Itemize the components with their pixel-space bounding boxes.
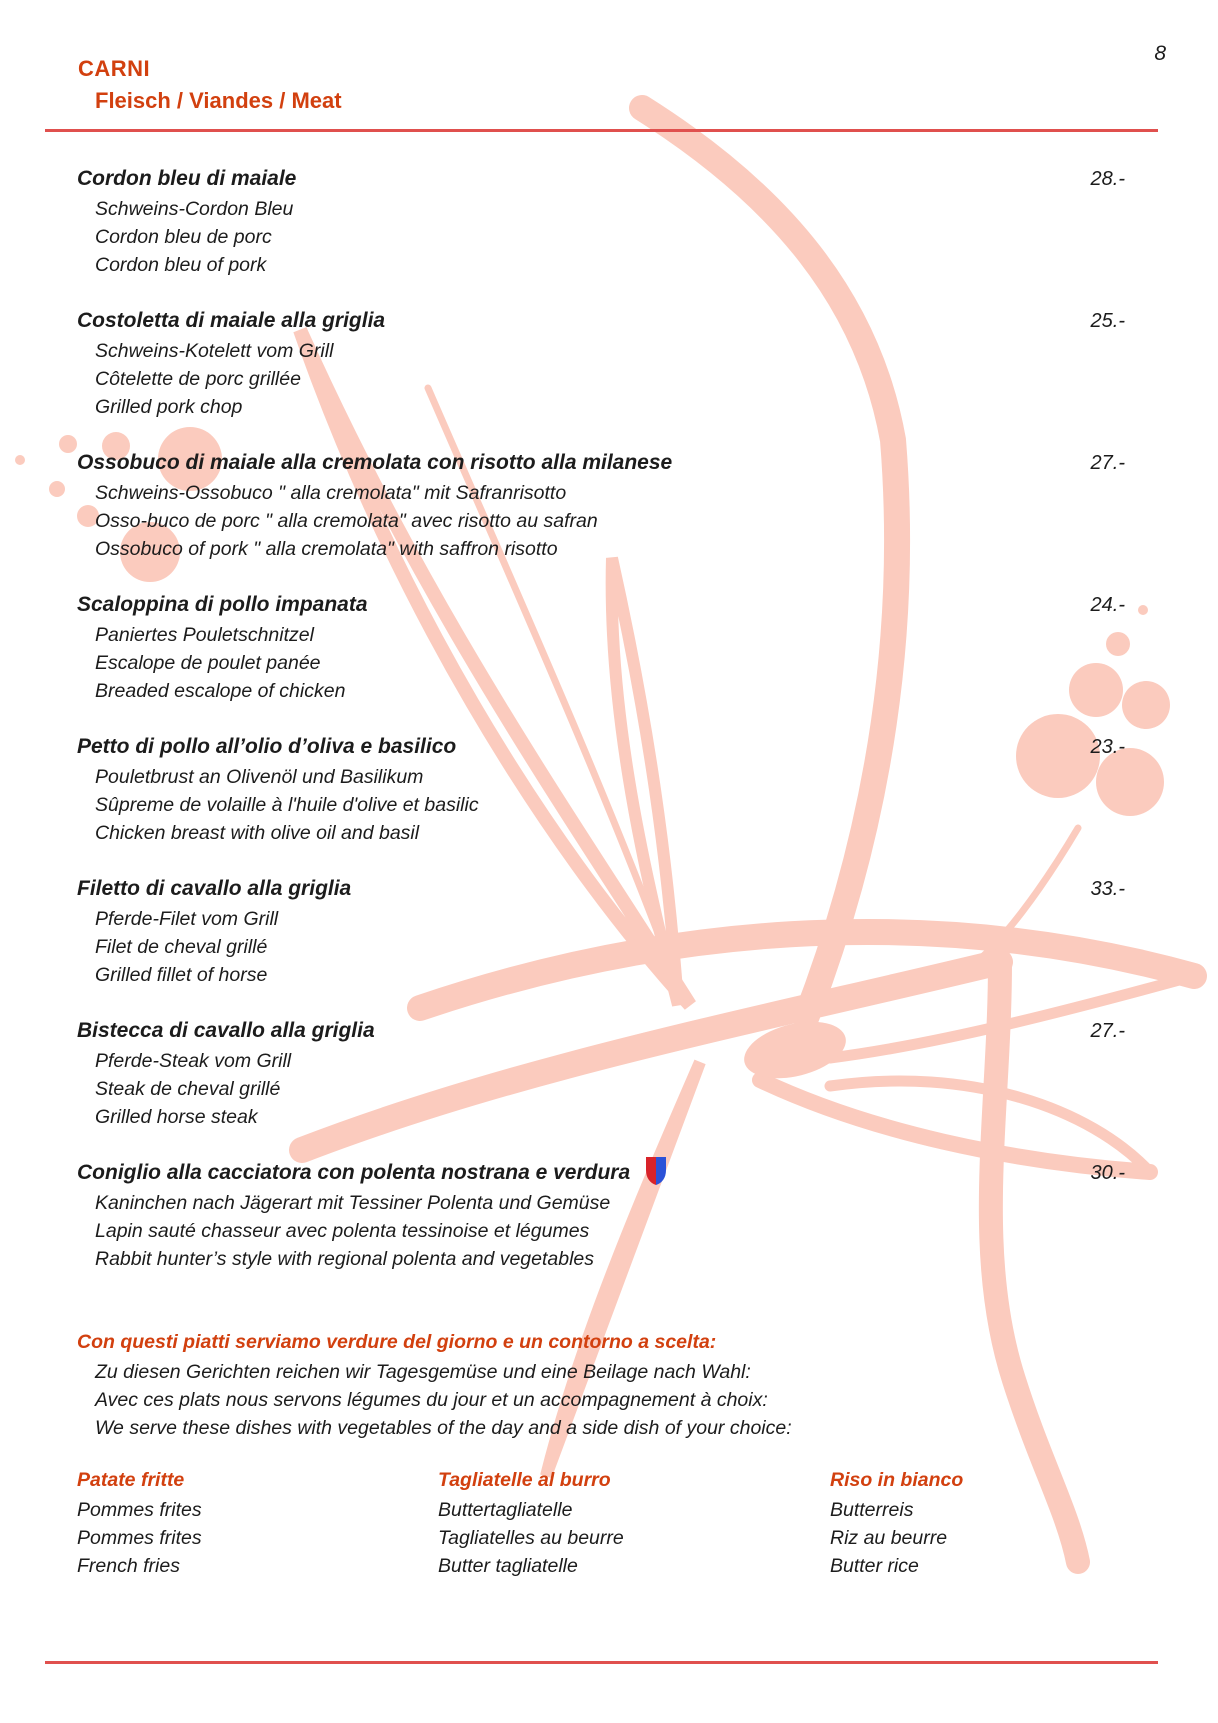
note-title: Con questi piatti serviamo verdure del giorno e un contorno a scelta:	[77, 1331, 717, 1353]
menu-item-title-row	[77, 1018, 1125, 1044]
menu-item-price: 25.-	[1090, 310, 1125, 332]
menu-item-title-row	[77, 1160, 1125, 1186]
menu-item-title: Coniglio alla cacciatora con polenta nostrana e verdura	[77, 1161, 631, 1184]
translation-line: Lapin sauté chasseur avec polenta tessinoise et légumes	[95, 1220, 590, 1242]
translation-line: Grilled horse steak	[95, 1106, 258, 1128]
menu-item-translations	[95, 1047, 1125, 1131]
translation-line: French fries	[77, 1555, 180, 1577]
menu-item-translations	[95, 479, 1125, 563]
menu-item-price: 27.-	[1090, 1020, 1125, 1042]
menu-item-translations	[95, 1189, 1125, 1273]
translation-line: Pferde-Filet vom Grill	[95, 908, 279, 930]
page-number: 8	[1154, 42, 1166, 65]
page-title: CARNI	[78, 56, 151, 81]
menu-item-translations	[95, 195, 1125, 279]
translation-line: Cordon bleu of pork	[95, 254, 267, 276]
menu-item-title-row	[77, 734, 1125, 760]
menu-item	[77, 592, 1125, 705]
menu-item	[77, 1160, 1125, 1273]
bottom-rule	[45, 1661, 1158, 1664]
translation-line: Cordon bleu de porc	[95, 226, 272, 248]
side-dish-title: Patate fritte	[77, 1469, 185, 1491]
menu-item-title: Ossobuco di maiale alla cremolata con risotto alla milanese	[77, 451, 673, 474]
translation-line: Steak de cheval grillé	[95, 1078, 281, 1100]
side-dish-column	[830, 1467, 1180, 1580]
menu-item	[77, 166, 1125, 279]
top-rule	[45, 129, 1158, 132]
translation-line: Chicken breast with olive oil and basil	[95, 822, 420, 844]
side-dish-column	[77, 1467, 427, 1580]
menu-item-title: Scaloppina di pollo impanata	[77, 593, 368, 616]
menu-item-price: 28.-	[1090, 168, 1125, 190]
menu-item-price: 24.-	[1090, 594, 1125, 616]
menu-item-price: 33.-	[1090, 878, 1125, 900]
translation-line: Grilled fillet of horse	[95, 964, 268, 986]
menu-item-title: Bistecca di cavallo alla griglia	[77, 1019, 375, 1042]
translation-line: Côtelette de porc grillée	[95, 368, 301, 390]
menu-item-title-row	[77, 592, 1125, 618]
translation-line: Zu diesen Gerichten reichen wir Tagesgemüse und eine Beilage nach Wahl:	[95, 1361, 751, 1383]
translation-line: We serve these dishes with vegetables of the day and a side dish of your choice:	[95, 1417, 792, 1439]
translation-line: Escalope de poulet panée	[95, 652, 321, 674]
menu-item-title: Filetto di cavallo alla griglia	[77, 877, 352, 900]
side-dish-note	[77, 1329, 792, 1442]
menu-item-translations	[95, 337, 1125, 421]
translation-line: Schweins-Kotelett vom Grill	[95, 340, 334, 362]
translation-line: Pferde-Steak vom Grill	[95, 1050, 292, 1072]
translation-line: Schweins-Cordon Bleu	[95, 198, 294, 220]
menu-item-title-row	[77, 166, 1125, 192]
side-dish-column	[438, 1467, 788, 1580]
translation-line: Tagliatelles au beurre	[438, 1527, 624, 1549]
menu-item-title: Petto di pollo all’olio d’oliva e basilico	[77, 735, 457, 758]
menu-item-translations	[95, 763, 1125, 847]
translation-line: Breaded escalope of chicken	[95, 680, 346, 702]
menu-item-title-row	[77, 450, 1125, 476]
side-dish-title: Riso in bianco	[830, 1469, 964, 1491]
translation-line: Rabbit hunter’s style with regional polenta and vegetables	[95, 1248, 595, 1270]
menu-item	[77, 734, 1125, 847]
side-dish-title: Tagliatelle al burro	[438, 1469, 611, 1491]
menu-item	[77, 308, 1125, 421]
translation-line: Ossobuco of pork " alla cremolata" with saffron risotto	[95, 538, 558, 560]
translation-line: Kaninchen nach Jägerart mit Tessiner Polenta und Gemüse	[95, 1192, 611, 1214]
translation-line: Sûpreme de volaille à l'huile d'olive et basilic	[95, 794, 479, 816]
menu-item-title-row	[77, 308, 1125, 334]
menu-item-price: 27.-	[1090, 452, 1125, 474]
translation-line: Osso-buco de porc " alla cremolata" avec risotto au safran	[95, 510, 598, 532]
menu-item-translations	[95, 621, 1125, 705]
translation-line: Buttertagliatelle	[438, 1499, 573, 1521]
menu-item-title: Cordon bleu di maiale	[77, 167, 297, 190]
translation-line: Grilled pork chop	[95, 396, 243, 418]
menu-item	[77, 450, 1125, 563]
translation-line: Schweins-Ossobuco " alla cremolata" mit Safranrisotto	[95, 482, 567, 504]
menu-item	[77, 876, 1125, 989]
menu-item-title: Costoletta di maiale alla griglia	[77, 309, 386, 332]
menu-item-price: 23.-	[1090, 736, 1125, 758]
translation-line: Avec ces plats nous servons légumes du jour et un accompagnement à choix:	[95, 1389, 768, 1411]
translation-line: Paniertes Pouletschnitzel	[95, 624, 314, 646]
translation-line: Filet de cheval grillé	[95, 936, 268, 958]
translation-line: Pommes frites	[77, 1527, 202, 1549]
side-dish-translations	[77, 1496, 427, 1580]
translation-line: Pommes frites	[77, 1499, 202, 1521]
translation-line: Pouletbrust an Olivenöl und Basilikum	[95, 766, 424, 788]
menu-item-price: 30.-	[1090, 1162, 1125, 1184]
translation-line: Butter tagliatelle	[438, 1555, 578, 1577]
translation-line: Butter rice	[830, 1555, 919, 1577]
side-dish-translations	[438, 1496, 788, 1580]
side-dish-translations	[830, 1496, 1180, 1580]
menu-item-translations	[95, 905, 1125, 989]
ticino-shield-icon	[644, 1156, 668, 1186]
menu-item	[77, 1018, 1125, 1131]
note-lines	[95, 1358, 792, 1442]
translation-line: Riz au beurre	[830, 1527, 948, 1549]
menu-item-title-row	[77, 876, 1125, 902]
page-subtitle: Fleisch / Viandes / Meat	[95, 88, 342, 113]
translation-line: Butterreis	[830, 1499, 914, 1521]
